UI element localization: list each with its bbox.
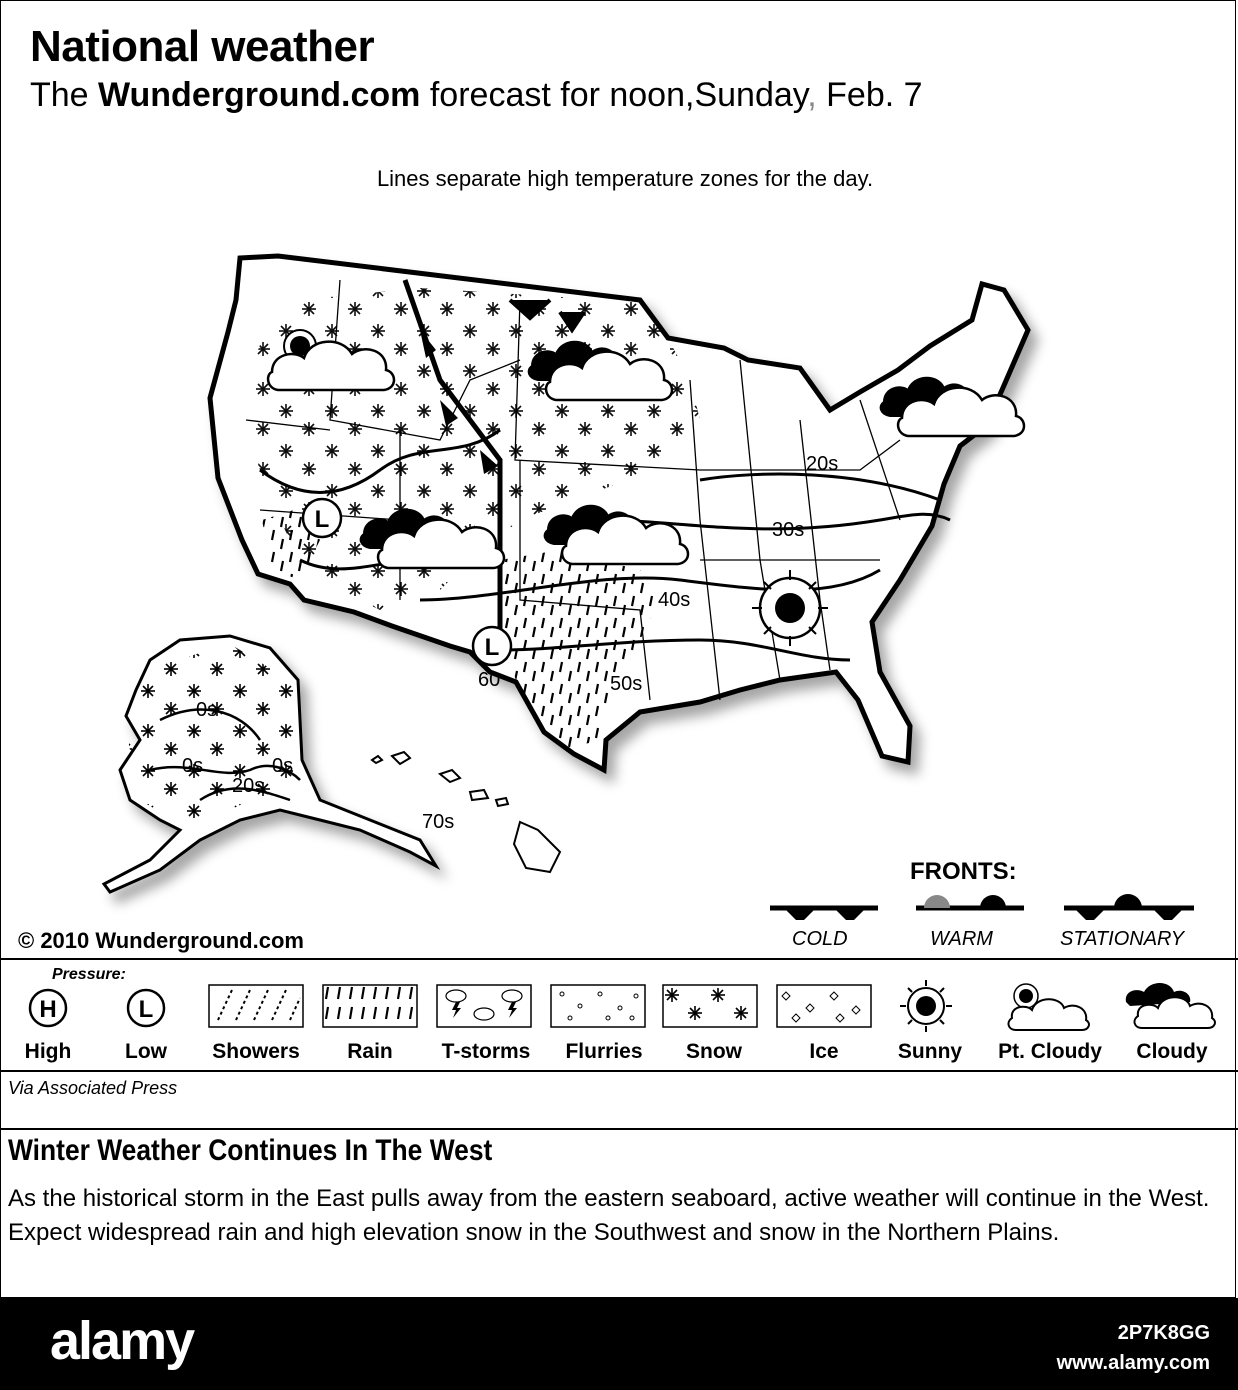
legend-label-high: High bbox=[24, 1040, 72, 1063]
snow-swatch-icon bbox=[662, 984, 758, 1028]
watermark-site: www.alamy.com bbox=[1056, 1352, 1210, 1374]
subtitle-mid: forecast for noon,Sunday bbox=[420, 76, 808, 114]
low-symbol-2: L bbox=[484, 634, 500, 661]
temp-label-20s: 20s bbox=[806, 453, 839, 475]
stationary-front-symbol bbox=[1064, 894, 1194, 920]
pt-cloudy-legend-icon bbox=[1004, 976, 1094, 1036]
page-subtitle bbox=[30, 76, 923, 115]
cold-front-label: COLD bbox=[792, 928, 848, 950]
temp-label-alaska-20s: 20s bbox=[232, 775, 265, 797]
image-code: 2P7K8GG bbox=[1117, 1322, 1210, 1344]
temp-label-hawaii-70s: 70s bbox=[422, 811, 455, 833]
subtitle-post: Feb. 7 bbox=[816, 76, 923, 114]
subtitle-brand: Wunderground.com bbox=[98, 76, 421, 114]
map-copyright: © 2010 Wunderground.com bbox=[18, 928, 304, 953]
high-pressure-icon bbox=[26, 986, 70, 1030]
legend-label-pt-cloudy: Pt. Cloudy bbox=[998, 1040, 1102, 1063]
low-pressure-center-2 bbox=[473, 627, 511, 665]
low-symbol: L bbox=[138, 996, 154, 1023]
legend-label-sunny: Sunny bbox=[897, 1040, 963, 1063]
fronts-title: FRONTS: bbox=[910, 858, 1017, 885]
legend-label-low: Low bbox=[125, 1040, 167, 1063]
flurries-swatch-icon bbox=[550, 984, 646, 1028]
subtitle-pre: The bbox=[30, 76, 99, 114]
temp-label-30s: 30s bbox=[772, 519, 805, 541]
temp-label-50s: 50s bbox=[610, 673, 643, 695]
subtitle-comma: , bbox=[807, 76, 817, 114]
story-headline: Winter Weather Continues In The West bbox=[8, 1134, 493, 1167]
low-pressure-center-1 bbox=[303, 499, 341, 537]
warm-front-symbol bbox=[916, 895, 1024, 908]
low-symbol-1: L bbox=[314, 506, 330, 533]
tstorms-swatch-icon bbox=[436, 984, 532, 1028]
credit-line: Via Associated Press bbox=[8, 1078, 178, 1098]
watermark-brand: alamy bbox=[50, 1311, 194, 1371]
legend-label-tstorms: T-storms bbox=[441, 1040, 531, 1063]
temp-label-alaska-0s-c: 0s bbox=[272, 755, 294, 777]
legend-label-ice: Ice bbox=[809, 1040, 839, 1063]
ice-swatch-icon bbox=[776, 984, 872, 1028]
temp-label-alaska-0s-b: 0s bbox=[182, 755, 204, 777]
hawaii-islands bbox=[372, 752, 560, 872]
story-body: As the historical storm in the East pulls away from the eastern seaboard, active weather will continue in the West. Expect widespread rain and high elevation snow in the Southwest and snow in the Northern Plains. bbox=[8, 1185, 1210, 1246]
sunny-legend-icon bbox=[894, 976, 958, 1036]
legend-label-showers: Showers bbox=[212, 1040, 300, 1063]
stationary-front-label: STATIONARY bbox=[1060, 928, 1185, 950]
map-note: Lines separate high temperature zones for the day. bbox=[376, 166, 874, 191]
temp-label-alaska-0s-a: 0s bbox=[196, 699, 218, 721]
legend-label-snow: Snow bbox=[686, 1040, 742, 1063]
weather-map bbox=[0, 200, 1238, 920]
showers-swatch-icon bbox=[208, 984, 304, 1028]
warm-front-label: WARM bbox=[930, 928, 993, 950]
legend-label-flurries: Flurries bbox=[565, 1040, 643, 1063]
temp-label-40s: 40s bbox=[658, 589, 691, 611]
cold-front-symbol bbox=[770, 908, 878, 920]
cloudy-legend-icon bbox=[1122, 976, 1218, 1036]
temp-label-60: 60 bbox=[478, 669, 501, 691]
page-title: National weather bbox=[30, 22, 375, 71]
low-pressure-icon bbox=[124, 986, 168, 1030]
rain-swatch-icon bbox=[322, 984, 418, 1028]
pressure-title: Pressure: bbox=[52, 966, 126, 983]
legend-label-rain: Rain bbox=[347, 1040, 393, 1063]
legend-label-cloudy: Cloudy bbox=[1136, 1040, 1208, 1063]
high-symbol: H bbox=[39, 996, 57, 1023]
